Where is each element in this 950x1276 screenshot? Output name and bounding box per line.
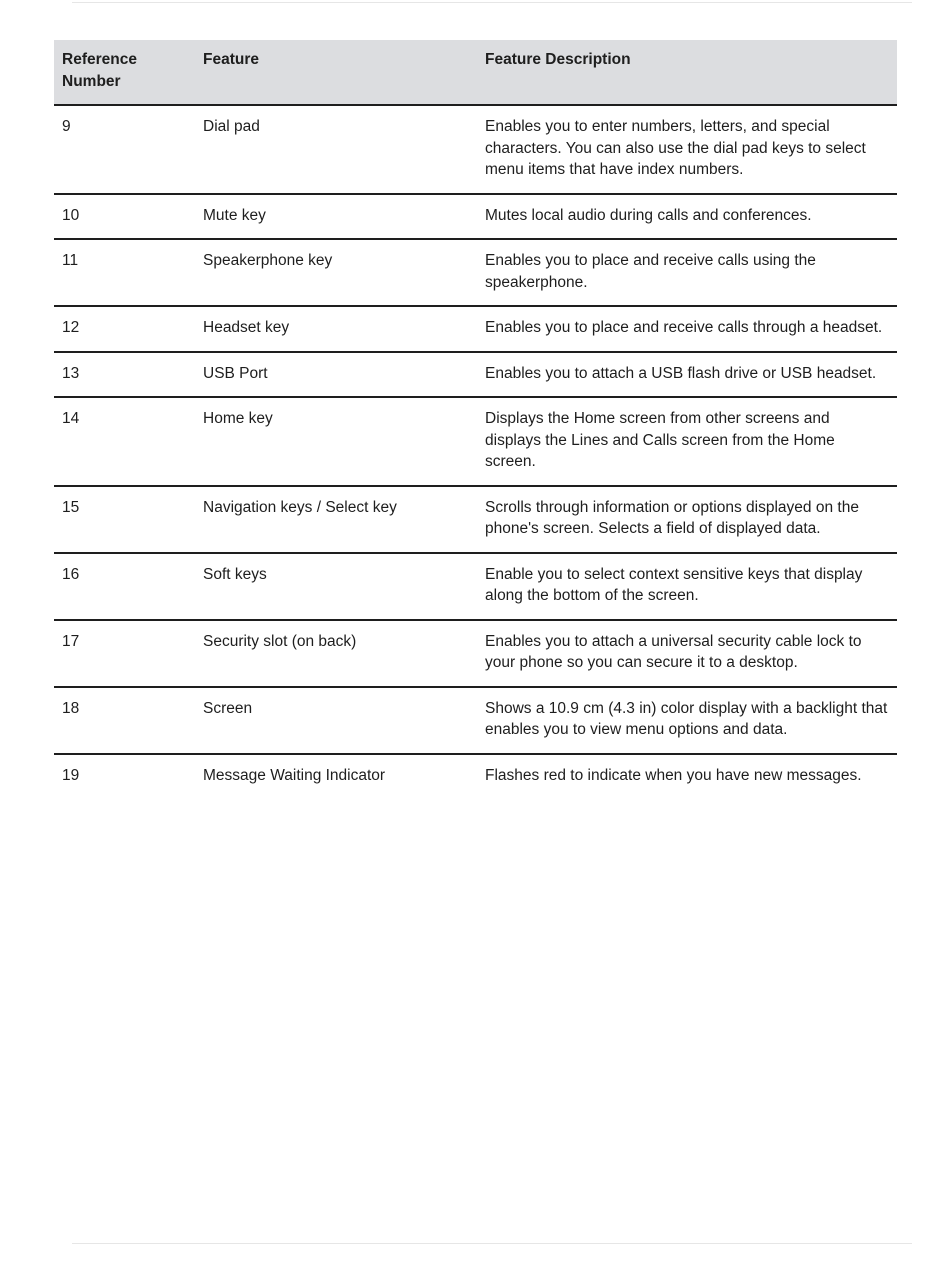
reference-number-cell: 18 bbox=[54, 687, 195, 754]
feature-cell: Home key bbox=[195, 397, 477, 486]
description-cell: Mutes local audio during calls and conferences. bbox=[477, 194, 897, 240]
table-row bbox=[54, 352, 897, 398]
feature-cell: Navigation keys / Select key bbox=[195, 486, 477, 553]
table-header bbox=[54, 40, 897, 105]
description-cell: Enables you to enter numbers, letters, and special characters. You can also use the dial pad keys to select menu items that have index numbers. bbox=[477, 105, 897, 194]
table-row bbox=[54, 486, 897, 553]
feature-cell: Mute key bbox=[195, 194, 477, 240]
table-row bbox=[54, 620, 897, 687]
description-cell: Scrolls through information or options displayed on the phone's screen. Selects a field of displayed data. bbox=[477, 486, 897, 553]
description-cell: Enables you to attach a universal security cable lock to your phone so you can secure it to a desktop. bbox=[477, 620, 897, 687]
feature-cell: USB Port bbox=[195, 352, 477, 398]
table-row bbox=[54, 239, 897, 306]
table-row bbox=[54, 105, 897, 194]
reference-number-cell: 9 bbox=[54, 105, 195, 194]
feature-cell: Message Waiting Indicator bbox=[203, 766, 386, 784]
description-cell: Enable you to select context sensitive keys that display along the bottom of the screen. bbox=[477, 553, 897, 620]
table-row bbox=[54, 397, 897, 486]
reference-number-cell: 12 bbox=[54, 306, 195, 352]
feature-table bbox=[54, 40, 897, 798]
reference-number-cell: 11 bbox=[54, 239, 195, 306]
header-reference-number: Reference Number bbox=[54, 40, 195, 105]
description-cell: Displays the Home screen from other screens and displays the Lines and Calls screen from the Home screen. bbox=[477, 397, 897, 486]
table-row bbox=[54, 754, 897, 799]
reference-number-cell: 19 bbox=[62, 766, 80, 784]
table-body bbox=[54, 105, 897, 798]
feature-cell: Soft keys bbox=[195, 553, 477, 620]
reference-number-cell: 10 bbox=[54, 194, 195, 240]
reference-number-cell: 13 bbox=[54, 352, 195, 398]
description-cell: Shows a 10.9 cm (4.3 in) color display with a backlight that enables you to view menu options and data. bbox=[477, 687, 897, 754]
page-bottom-divider bbox=[72, 1243, 912, 1244]
header-row bbox=[54, 40, 897, 105]
description-cell: Enables you to place and receive calls using the speakerphone. bbox=[477, 239, 897, 306]
table-row bbox=[54, 306, 897, 352]
feature-cell: Screen bbox=[195, 687, 477, 754]
feature-cell: Speakerphone key bbox=[195, 239, 477, 306]
header-feature: Feature bbox=[195, 40, 477, 105]
page-top-divider bbox=[72, 2, 912, 3]
table-row bbox=[54, 194, 897, 240]
feature-cell: Security slot (on back) bbox=[195, 620, 477, 687]
description-cell: Enables you to place and receive calls through a headset. bbox=[477, 306, 897, 352]
feature-cell: Headset key bbox=[195, 306, 477, 352]
feature-cell: Dial pad bbox=[195, 105, 477, 194]
reference-number-cell: 16 bbox=[54, 553, 195, 620]
reference-number-cell: 15 bbox=[54, 486, 195, 553]
description-cell: Enables you to attach a USB flash drive or USB headset. bbox=[477, 352, 897, 398]
table-row bbox=[54, 553, 897, 620]
header-feature-description: Feature Description bbox=[477, 40, 897, 105]
reference-number-cell: 17 bbox=[54, 620, 195, 687]
reference-number-cell: 14 bbox=[54, 397, 195, 486]
description-cell: Flashes red to indicate when you have new messages. bbox=[485, 766, 862, 784]
table-row bbox=[54, 687, 897, 754]
